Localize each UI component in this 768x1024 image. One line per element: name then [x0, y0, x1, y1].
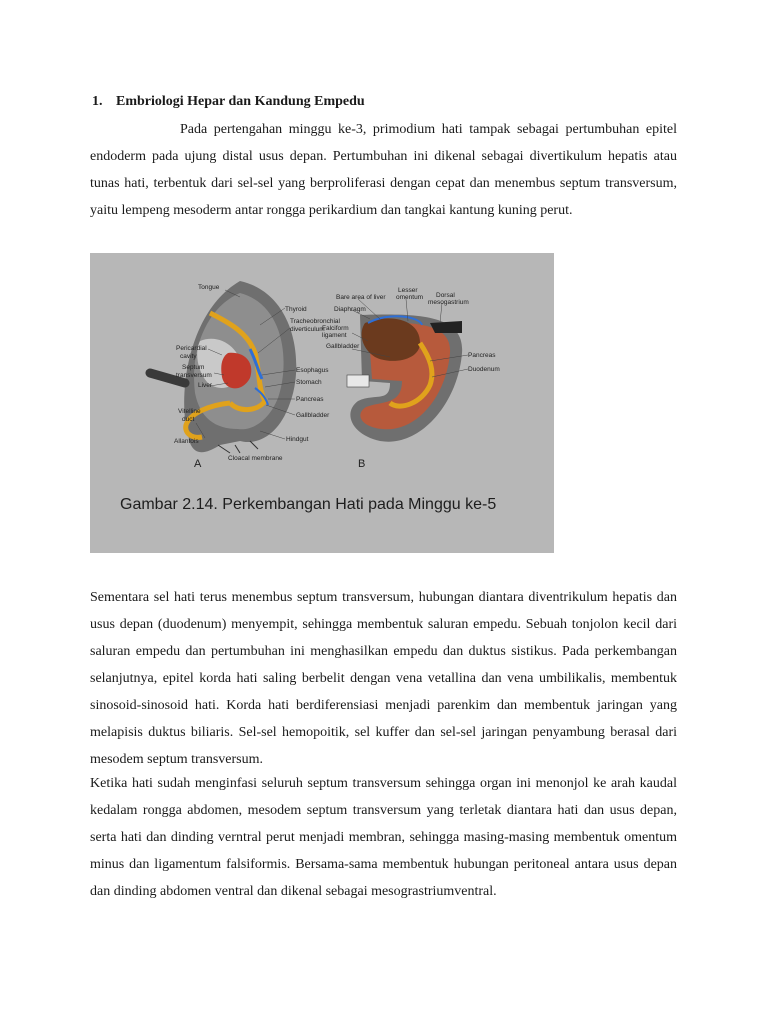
embryology-figure: [90, 253, 554, 553]
label-falciform: Falciform: [322, 325, 349, 332]
label-duodenum: Duodenum: [468, 366, 500, 373]
label-septum: Septum: [182, 364, 205, 371]
section-heading: [92, 94, 365, 110]
label-bare-area: Bare area of liver: [336, 294, 386, 301]
label-omentum: omentum: [396, 294, 424, 301]
panel-b-drawing: [347, 314, 462, 441]
label-pancreas-b: Pancreas: [468, 352, 496, 359]
label-hindgut: Hindgut: [286, 436, 309, 443]
label-cavity: cavity: [180, 353, 197, 360]
label-mesogastrium: mesogastrium: [428, 299, 469, 306]
figure-caption: Gambar 2.14. Perkembangan Hati pada Minggu ke-5: [120, 496, 497, 513]
label-pericardial: Pericardial: [176, 345, 207, 352]
dorsal-mesogastrium-shape: [430, 321, 462, 333]
label-dorsal: Dorsal: [436, 292, 455, 299]
label-diverticulum: diverticulum: [290, 326, 325, 333]
label-gallbladder-a: Gallbladder: [296, 412, 330, 419]
figure-illustration: [90, 253, 554, 553]
label-tongue: Tongue: [198, 284, 220, 291]
vitelline-stalk-b: [347, 375, 369, 387]
label-esophagus: Esophagus: [296, 367, 329, 374]
label-liver-a: Liver: [198, 382, 213, 389]
label-stomach: Stomach: [296, 379, 322, 386]
panel-a-letter: A: [194, 458, 202, 470]
label-lesser: Lesser: [398, 287, 418, 294]
paragraph-3: Ketika hati sudah menginfasi seluruh septum transversum sehingga organ ini menonjol ke arah kaudal kedalam rongga abdomen, mesodem septum transversum yang terletak diantara hati dan usus depan, serta hati dan dinding verntral perut menjadi membran, sehingga masing-masing membentuk omentum minus dan ligamentum falsiformis. Bersama-sama membentuk hubungan peritoneal antara usus depan dan dinding abdomen ventral dan dikenal sebagai mesograstriumventral.: [90, 776, 677, 899]
label-diaphragm: Diaphragm: [334, 306, 366, 313]
section-title: Embriologi Hepar dan Kandung Empedu: [116, 94, 365, 109]
label-thyroid: Thyroid: [285, 306, 307, 313]
panel-b-letter: B: [358, 458, 366, 470]
paragraph-1: Pada pertengahan minggu ke-3, primodium hati tampak sebagai pertumbuhan epitel endoderm pada ujung distal usus depan. Pertumbuhan ini dikenal sebagai divertikulum hepatis atau tunas hati, terbentuk dari sel-sel yang berproliferasi dengan cepat dan menembus septum transversum, yaitu lempeng mesoderm antar rongga perikardium dan tangkai kantung kuning perut.: [90, 122, 677, 218]
label-vitelline: Vitelline: [178, 408, 201, 415]
label-ligament: ligament: [322, 332, 347, 339]
label-tracheobronchial: Tracheobronchial: [290, 318, 340, 325]
label-allantois: Allantois: [174, 438, 199, 445]
section-number: 1.: [92, 94, 103, 109]
label-gallbladder-b: Gallbladder: [326, 343, 360, 350]
label-duct: duct: [182, 416, 195, 423]
label-transversum: transversum: [176, 372, 212, 379]
paragraph-2: Sementara sel hati terus menembus septum transversum, hubungan diantara diventrikulum hepatis dan usus depan (duodenum) menyempit, sehingga membentuk saluran empedu. Sebuah tonjolon kecil dari saluran empedu dan pertumbuhan ini menghasilkan empedu dan duktus sistikus. Pada perkembangan selanjutnya, epitel korda hati saling berbelit dengan vena vetallina dan vena umbilikalis, membentuk sinosoid-sinosoid hati. Korda hati berdiferensiasi menjadi parenkim dan membentuk jaringan yang melapisis duktus biliaris. Sel-sel hemopoitik, sel kuffer dan sel-sel jaringan penyambung berasal dari mesodem septum transversum.: [90, 590, 677, 767]
label-pancreas-a: Pancreas: [296, 396, 324, 403]
panel-a-drawing: [150, 281, 296, 453]
label-cloacal-membrane: Cloacal membrane: [228, 455, 283, 462]
